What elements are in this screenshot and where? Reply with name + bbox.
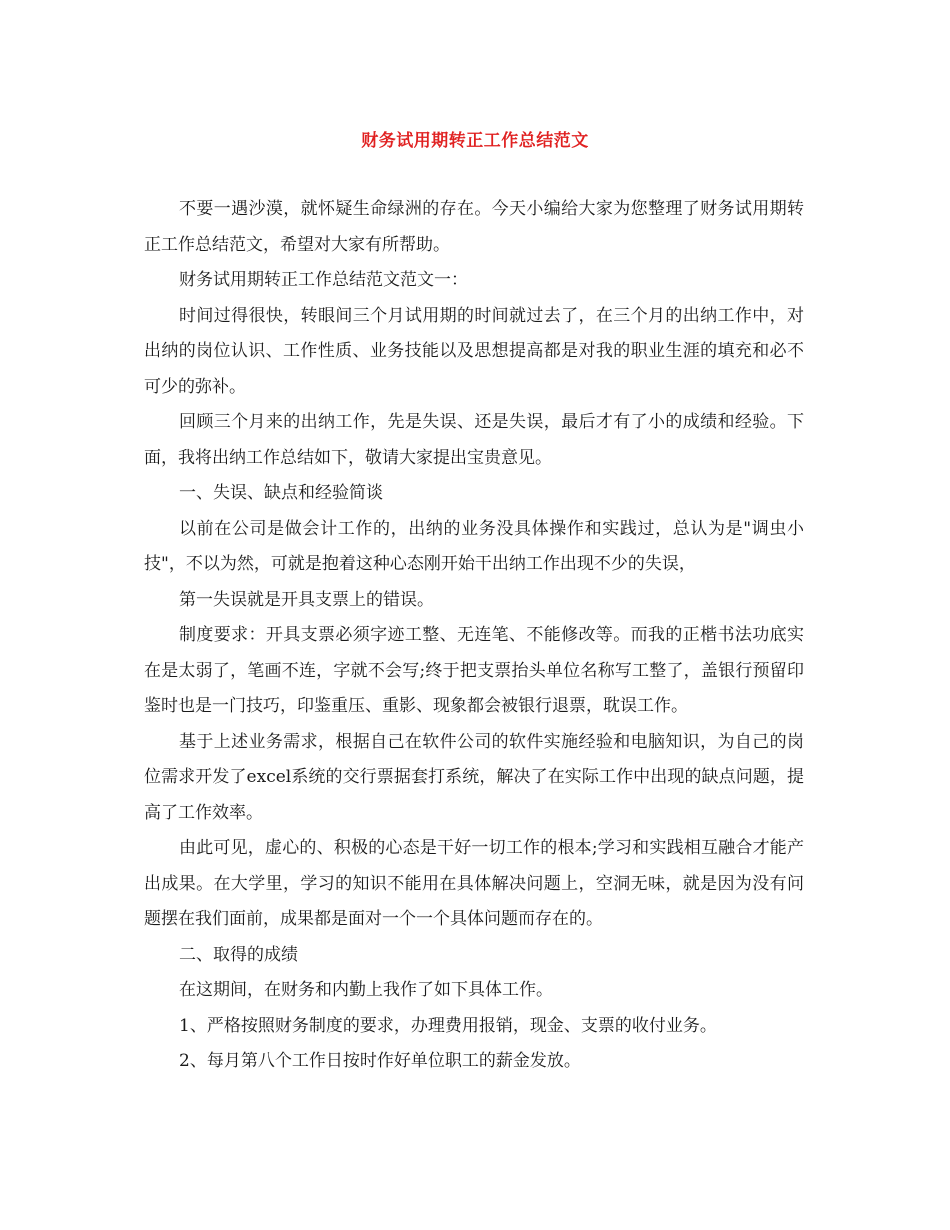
document-title: 财务试用期转正工作总结范文 [361,131,589,151]
paragraph: 时间过得很快，转眼间三个月试用期的时间就过去了，在三个月的出纳工作中，对出纳的岗位认识、工作性质、业务技能以及思想提高都是对我的职业生涯的填充和必不可少的弥补。 [144,305,804,397]
document-body [144,192,804,1080]
paragraph: 制度要求：开具支票必须字迹工整、无连笔、不能修改等。而我的正楷书法功底实在是太弱了，笔画不连，字就不会写;终于把支票抬头单位名称写工整了，盖银行预留印鉴时也是一门技巧，印鉴重压、重影、现象都会被银行退票，耽误工作。 [144,625,804,716]
section-heading-mistakes: 一、失误、缺点和经验简谈 [179,483,383,503]
paragraph: 第一失误就是开具支票上的错误。 [179,589,434,610]
paragraph: 在这期间，在财务和内勤上我作了如下具体工作。 [179,980,553,1000]
list-item: 1、严格按照财务制度的要求，办理费用报销，现金、支票的收付业务。 [179,1015,717,1036]
paragraph: 回顾三个月来的出纳工作，先是失误、还是失误，最后才有了小的成绩和经验。下面，我将出纳工作总结如下，敬请大家提出宝贵意见。 [144,412,804,468]
list-item: 2、每月第八个工作日按时作好单位职工的薪金发放。 [179,1051,581,1071]
paragraph: 由此可见，虚心的、积极的心态是干好一切工作的根本;学习和实践相互融合才能产出成果。在大学里，学习的知识不能用在具体解决问题上，空洞无味，就是因为没有问题摆在我们面前，成果都是面对一个一个具体问题而存在的。 [144,838,804,929]
paragraph-sample-heading: 财务试用期转正工作总结范文范文一： [179,270,468,290]
section-heading-achievements: 二、取得的成绩 [179,944,298,965]
paragraph: 基于上述业务需求，根据自己在软件公司的软件实施经验和电脑知识，为自己的岗位需求开发了excel系统的交行票据套打系统，解决了在实际工作中出现的缺点问题，提高了工作效率。 [144,731,804,823]
paragraph: 以前在公司是做会计工作的，出纳的业务没具体操作和实践过，总认为是"调虫小技"，不以为然，可就是抱着这种心态刚开始干出纳工作出现不少的失误， [144,518,804,574]
paragraph-intro: 不要一遇沙漠，就怀疑生命绿洲的存在。今天小编给大家为您整理了财务试用期转正工作总结范文，希望对大家有所帮助。 [144,199,804,255]
